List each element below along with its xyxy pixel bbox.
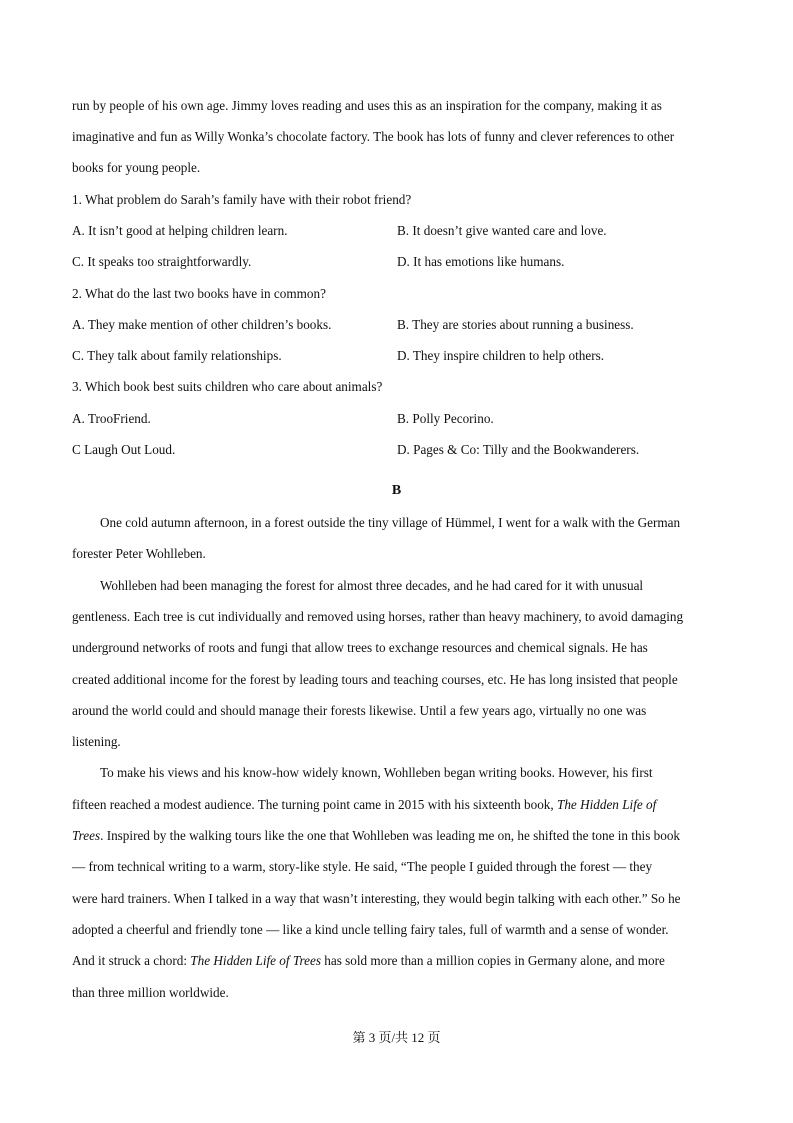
question-1-option-a: A. It isn’t good at helping children learn. [72,223,288,238]
passage-p1-line-2: forester Peter Wohlleben. [72,546,206,561]
question-2-option-d: D. They inspire children to help others. [397,348,605,363]
passage-p2-line-3: underground networks of roots and fungi that allow trees to exchange resources and chemical signals. He has [72,640,648,655]
question-1-option-b: B. It doesn’t give wanted care and love. [397,223,607,238]
question-3-option-d: D. Pages & Co: Tilly and the Bookwanderers. [397,442,640,457]
passage-p1-line-1: One cold autumn afternoon, in a forest outside the tiny village of Hümmel, I went for a walk with the German [100,515,681,530]
passage-p2-line-2: gentleness. Each tree is cut individually and removed using horses, rather than heavy machinery, to avoid damaging [72,609,684,624]
passage-p3-line-2 [72,797,656,813]
question-2-option-c: C. They talk about family relationships. [72,348,282,363]
intro-line-3: books for young people. [72,160,201,175]
question-3-stem: 3. Which book best suits children who care about animals? [72,379,383,394]
passage-p3-line-4: — from technical writing to a warm, story-like style. He said, “The people I guided through the forest — they [72,859,653,874]
passage-p3-line-7-pre: And it struck a chord: [72,953,191,968]
question-2-option-b: B. They are stories about running a business. [397,317,634,332]
question-1-option-d: D. It has emotions like humans. [397,254,565,269]
passage-p3-line-6: adopted a cheerful and friendly tone — like a kind uncle telling fairy tales, full of warmth and a sense of wonder. [72,922,669,937]
passage-p3-line-3 [72,828,680,844]
book-title-end: Trees [72,828,101,843]
page-number-footer: 第 3 页/共 12 页 [352,1030,441,1045]
passage-p3-line-7-post: has sold more than a million copies in Germany alone, and more [320,953,665,968]
passage-p3-line-8: than three million worldwide. [72,985,229,1000]
book-title: The Hidden Life of [557,797,657,812]
question-1-option-c: C. It speaks too straightforwardly. [72,254,252,269]
intro-line-2: imaginative and fun as Willy Wonka’s chocolate factory. The book has lots of funny and clever references to other [72,129,675,144]
intro-line-1: run by people of his own age. Jimmy loves reading and uses this as an inspiration for the company, making it as [72,98,662,113]
passage-p2-line-4: created additional income for the forest by leading tours and teaching courses, etc. He has long insisted that people [72,672,678,687]
passage-p3-line-5: were hard trainers. When I talked in a way that wasn’t interesting, they would begin talking with each other.” So he [72,891,681,906]
passage-p2-line-5: around the world could and should manage their forests likewise. Until a few years ago, virtually no one was [72,703,647,718]
passage-p3-line-7 [72,953,665,969]
section-heading: B [391,483,402,498]
passage-p3-line-3-text: . Inspired by the walking tours like the one that Wohlleben was leading me on, he shifted the tone in this book [100,828,681,843]
book-title-full: The Hidden Life of Trees [190,953,321,968]
passage-p2-line-6: listening. [72,734,121,749]
passage-p2-line-1: Wohlleben had been managing the forest for almost three decades, and he had cared for it with unusual [100,578,644,593]
question-2-stem: 2. What do the last two books have in common? [72,286,326,301]
question-3-option-b: B. Polly Pecorino. [397,411,494,426]
question-2-option-a: A. They make mention of other children’s books. [72,317,332,332]
question-3-option-c: C Laugh Out Loud. [72,442,176,457]
passage-p3-line-1: To make his views and his know-how widely known, Wohlleben began writing books. However, his first [100,765,653,780]
passage-p3-line-2-text: fifteen reached a modest audience. The turning point came in 2015 with his sixteenth book, [72,797,557,812]
question-1-stem: 1. What problem do Sarah’s family have with their robot friend? [72,192,412,207]
question-3-option-a: A. TrooFriend. [72,411,151,426]
